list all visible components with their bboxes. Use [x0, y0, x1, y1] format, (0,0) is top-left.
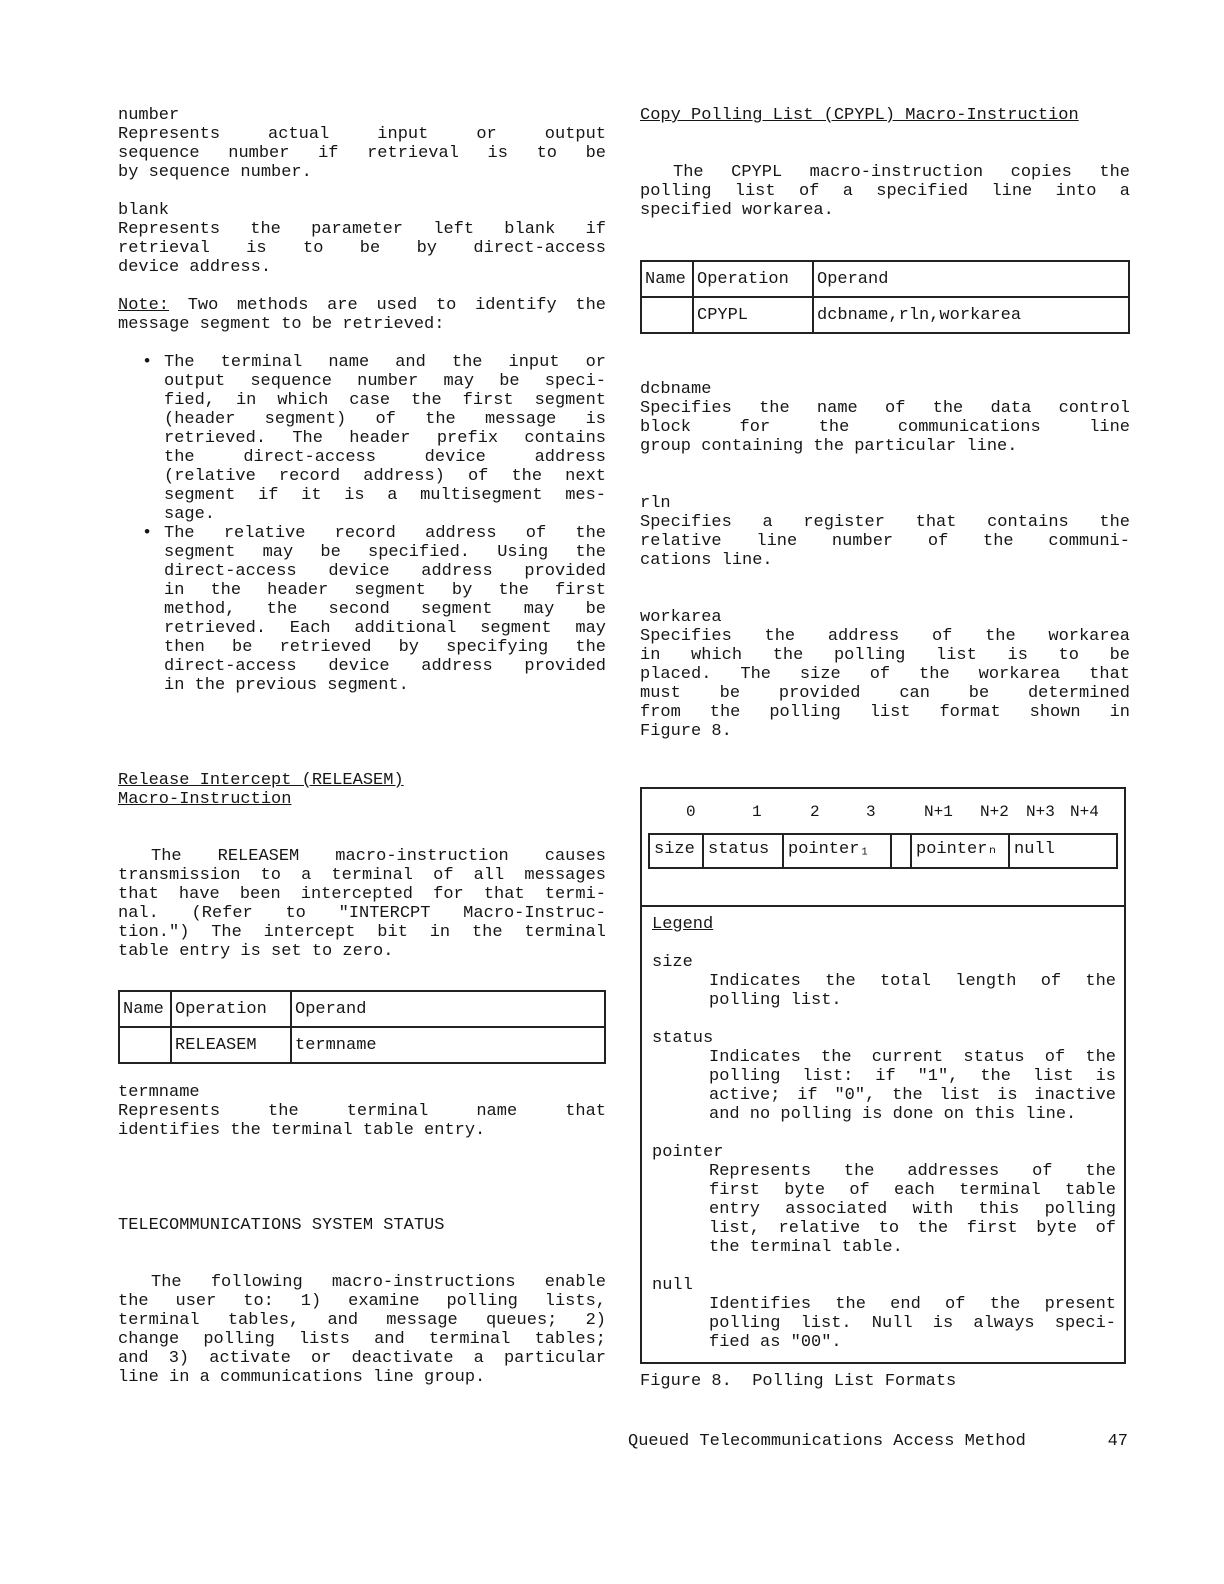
legend-term-status: status	[652, 1029, 714, 1048]
field-pointer-n: pointerₙ	[912, 835, 1010, 867]
header-operation: Operation	[693, 261, 813, 297]
header-operand: Operand	[291, 991, 605, 1027]
rln-description: Specifies a register that contains the relative line number of the communi- cations line.	[640, 513, 1130, 570]
term-termname: termname	[118, 1083, 200, 1102]
cell-operation: CPYPL	[693, 297, 813, 333]
field-gap	[892, 835, 912, 867]
legend-status-description: Indicates the current status of the polling list: if "1", the list is active; if "0", the list is inactive and no polling is done on this line.	[709, 1048, 1116, 1124]
section-heading: TELECOMMUNICATIONS SYSTEM STATUS	[118, 1216, 445, 1235]
release-heading: Release Intercept (RELEASEM) Macro-Instruction	[118, 771, 404, 809]
term-workarea: workarea	[640, 608, 722, 627]
polling-list-fields	[648, 833, 1118, 869]
header-name: Name	[119, 991, 171, 1027]
cell-operand: dcbname,rln,workarea	[813, 297, 1129, 333]
field-status: status	[704, 835, 784, 867]
cell-operand: termname	[291, 1027, 605, 1063]
note-paragraph: Note: Two methods are used to identify the message segment to be retrieved:	[118, 296, 606, 334]
field-null: null	[1014, 840, 1055, 859]
byte-position: 2	[810, 803, 820, 821]
term-blank: blank	[118, 201, 170, 220]
term-rln: rln	[640, 494, 671, 513]
release-paragraph: The RELEASEM macro-instruction causes transmission to a terminal of all messages that have been intercepted for that termi- nal. (Refer to "INTERCPT Macro-Instruc- tion.") The intercept bit in the terminal table entry is set to zero.	[118, 847, 606, 961]
term-dcbname: dcbname	[640, 380, 712, 399]
field-size: size	[650, 835, 704, 867]
releasem-syntax-table	[118, 990, 606, 1064]
byte-position: N+1	[924, 803, 953, 821]
cpypl-heading: Copy Polling List (CPYPL) Macro-Instruction	[640, 106, 1079, 125]
left-column	[118, 106, 606, 1387]
cpypl-paragraph: The CPYPL macro-instruction copies the polling list of a specified line into a specified workarea.	[640, 163, 1130, 220]
legend-term-pointer: pointer	[652, 1143, 724, 1162]
number-description: Represents actual input or output sequence number if retrieval is to be by sequence number.	[118, 125, 606, 182]
field-pointer-1: pointer₁	[784, 835, 892, 867]
bullet-item-2: • The relative record address of the segment may be specified. Using the direct-access device address provided in the header segment by the first method, the second segment may be retrieved. Each additional segment may then be retrieved by specifying the direct-access device address provided in the previous segment.	[142, 524, 606, 695]
legend-null-description: Identifies the end of the present polling list. Null is always speci- fied as "00".	[709, 1295, 1116, 1352]
figure-caption: Figure 8. Polling List Formats	[640, 1372, 957, 1391]
byte-position: 1	[752, 803, 762, 821]
legend-term-null: null	[652, 1276, 693, 1295]
bullet-item-1: • The terminal name and the input or output sequence number may be speci- fied, in which case the first segment (header segment) of the message is retrieved. The header prefix contains the direct-access device address (relative record address) of the next segment if it is a multisegment mes- sage.	[142, 353, 606, 524]
cell-name	[119, 1027, 171, 1063]
legend-title: Legend	[652, 915, 714, 934]
byte-position: 3	[866, 803, 876, 821]
bullet-icon: •	[142, 353, 153, 372]
page-number: 47	[1107, 1432, 1128, 1451]
page-footer	[628, 1432, 1128, 1451]
legend-pointer-description: Represents the addresses of the first byte of each terminal table entry associated with this polling list, relative to the first byte of the terminal table.	[709, 1162, 1116, 1257]
polling-list-layout	[642, 789, 1124, 907]
right-column	[640, 106, 1130, 1391]
header-operand: Operand	[813, 261, 1129, 297]
byte-position: 0	[686, 803, 696, 821]
header-name: Name	[641, 261, 693, 297]
figure-8-polling-list-format	[640, 787, 1126, 1364]
bullet-icon: •	[142, 524, 153, 543]
byte-position: N+4	[1070, 803, 1099, 821]
blank-description: Represents the parameter left blank if retrieval is to be by direct-access device address.	[118, 220, 606, 277]
header-operation: Operation	[171, 991, 291, 1027]
term-number: number	[118, 106, 180, 125]
byte-position: N+2	[980, 803, 1009, 821]
workarea-description: Specifies the address of the workarea in which the polling list is to be placed. The size of the workarea that must be provided can be determined from the polling list format shown in Figure 8.	[640, 627, 1130, 741]
cell-name	[641, 297, 693, 333]
figure-legend	[642, 907, 1124, 1362]
status-paragraph: The following macro-instructions enable the user to: 1) examine polling lists, terminal tables, and message queues; 2) change polling lists and terminal tables; and 3) activate or deactivate a particular line in a communications line group.	[118, 1273, 606, 1387]
termname-description: Represents the terminal name that identifies the terminal table entry.	[118, 1102, 606, 1140]
legend-term-size: size	[652, 953, 693, 972]
byte-position: N+3	[1026, 803, 1055, 821]
cpypl-syntax-table	[640, 260, 1130, 334]
footer-title: Queued Telecommunications Access Method	[628, 1432, 1026, 1451]
legend-size-description: Indicates the total length of the polling list.	[709, 972, 1116, 1010]
note-label: Note:	[118, 296, 170, 315]
cell-operation: RELEASEM	[171, 1027, 291, 1063]
dcbname-description: Specifies the name of the data control block for the communications line group containing the particular line.	[640, 399, 1130, 456]
